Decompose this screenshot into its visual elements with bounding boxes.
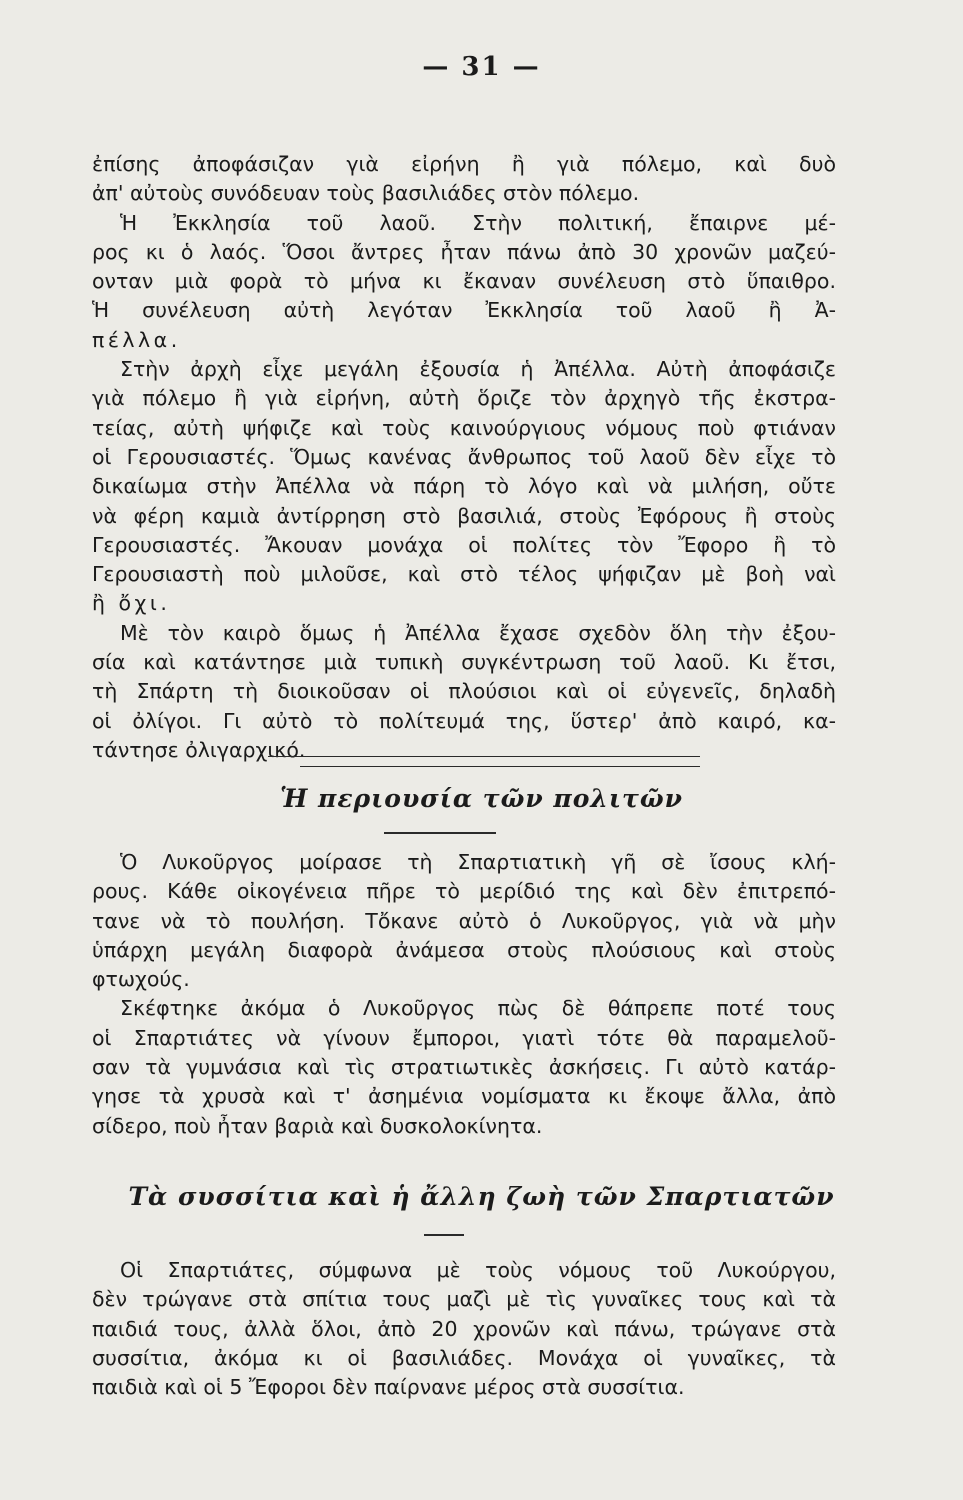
text-line: Οἱ Σπαρτιάτες, σύμφωνα μὲ τοὺς νόμους τοῦ Λυκούργου, [120, 1258, 836, 1282]
text-line: φτωχούς. [92, 967, 190, 992]
section-syssitia [92, 1256, 836, 1402]
text-line: δὲν τρώγανε στὰ σπίτια τους μαζὶ μὲ τὶς γυναῖκες τους καὶ τὰ [92, 1287, 836, 1312]
text-line: πέλλα. [92, 327, 181, 352]
section-property [92, 848, 836, 1141]
text-line: ρους. Κάθε οἰκογένεια πῆρε τὸ μερίδιό της καὶ δὲν ἐπιτρεπό- [92, 879, 836, 904]
text-line: συσσίτια, ἀκόμα κι οἱ βασιλιάδες. Μονάχα οἱ γυναῖκες, τὰ [92, 1345, 836, 1370]
text-line: τὴ Σπάρτη τὴ διοικοῦσαν οἱ πλούσιοι καὶ οἱ εὐγενεῖς, δηλαδὴ [92, 679, 836, 704]
text-line: τανε νὰ τὸ πουλήση. Τὄκανε αὐτὸ ὁ Λυκοῦργος, γιὰ νὰ μὴν [92, 908, 836, 933]
text-line: ρος κι ὁ λαός. Ὅσοι ἄντρες ἦταν πάνω ἀπὸ 30 χρονῶν μαζεύ- [92, 239, 836, 264]
text-line: παιδιὰ καὶ οἱ 5 Ἔφοροι δὲν παίρνανε μέρος στὰ συσσίτια. [92, 1375, 685, 1400]
text-line: τάντησε ὀλιγαρχικό. [92, 737, 306, 762]
text-line: νὰ φέρη καμιὰ ἀντίρρηση στὸ βασιλιά, στοὺς Ἐφόρους ἢ στοὺς [92, 503, 836, 528]
heading-underline [424, 1234, 464, 1236]
text-line: Ἡ Ἐκκλησία τοῦ λαοῦ. Στὴν πολιτική, ἔπαιρνε μέ- [120, 210, 836, 235]
text-line: σία καὶ κατάντησε μιὰ τυπικὴ συγκέντρωση τοῦ λαοῦ. Κι ἔτσι, [92, 650, 836, 675]
text-line: τείας, αὐτὴ ψήφιζε καὶ τοὺς καινούργιους νόμους ποὺ φτιάναν [92, 415, 836, 440]
section-apella [92, 150, 836, 765]
heading-underline [384, 832, 496, 834]
section-heading-property: Ἡ περιουσία τῶν πολιτῶν [279, 784, 684, 813]
text-line: ἢ ὄχι. [92, 591, 171, 616]
text-line: ονταν μιὰ φορὰ τὸ μήνα κι ἔκαναν συνέλευση στὸ ὕπαιθρο. [92, 269, 836, 294]
text-line: Ὁ Λυκοῦργος μοίρασε τὴ Σπαρτιατικὴ γῆ σὲ ἴσους κλή- [120, 850, 836, 874]
text-line: Μὲ τὸν καιρὸ ὅμως ἡ Ἀπέλλα ἔχασε σχεδὸν ὅλη τὴν ἐξου- [120, 620, 836, 645]
text-line: ἐπίσης ἀποφάσιζαν γιὰ εἰρήνη ἢ γιὰ πόλεμο, καὶ δυὸ [92, 152, 836, 176]
text-line: οἱ Γερουσιαστές. Ὅμως κανένας ἄνθρωπος τοῦ λαοῦ δὲν εἶχε τὸ [92, 444, 836, 469]
text-line: Ἡ συνέλευση αὐτὴ λεγόταν Ἐκκλησία τοῦ λαοῦ ἢ Ἀ- [92, 298, 836, 323]
text-line: οἱ ὀλίγοι. Γι αὐτὸ τὸ πολίτευμά της, ὕστερ' ἀπὸ καιρό, κα- [92, 708, 836, 733]
page-number: — 31 — [422, 52, 541, 82]
text-line: γησε τὰ χρυσὰ καὶ τ' ἀσημένια νομίσματα κι ἔκοψε ἄλλα, ἀπὸ [92, 1084, 836, 1109]
text-line: σίδερο, ποὺ ἦταν βαριὰ καὶ δυσκολοκίνητα. [92, 1113, 543, 1138]
section-heading-syssitia: Τὰ συσσίτια καὶ ἡ ἄλλη ζωὴ τῶν Σπαρτιατῶν [128, 1182, 835, 1211]
text-line: ἀπ' αὐτοὺς συνόδευαν τοὺς βασιλιάδες στὸν πόλεμο. [92, 181, 640, 206]
text-line: Στὴν ἀρχὴ εἶχε μεγάλη ἐξουσία ἡ Ἀπέλλα. Αὐτὴ ἀποφάσιζε [120, 357, 836, 382]
text-line: δικαίωμα στὴν Ἀπέλλα νὰ πάρη τὸ λόγο καὶ νὰ μιλήση, οὔτε [92, 474, 836, 499]
text-line: Σκέφτηκε ἀκόμα ὁ Λυκοῦργος πὼς δὲ θάπρεπε ποτέ τους [120, 996, 836, 1021]
text-line: γιὰ πόλεμο ἢ γιὰ εἰρήνη, αὐτὴ ὅριζε τὸν ἀρχηγὸ τῆς ἐκστρα- [92, 386, 836, 411]
text-line: Γερουσιαστὴ ποὺ μιλοῦσε, καὶ στὸ τέλος ψήφιζαν μὲ βοὴ ναὶ [92, 562, 836, 587]
text-line: παιδιά τους, ἀλλὰ ὅλοι, ἀπὸ 20 χρονῶν καὶ πάνω, τρώγανε στὰ [92, 1316, 836, 1341]
text-line: οἱ Σπαρτιάτες νὰ γίνουν ἔμποροι, γιατὶ τότε θὰ παραμελοῦ- [92, 1025, 836, 1050]
divider-rule [300, 766, 700, 767]
text-line: σαν τὰ γυμνάσια καὶ τὶς στρατιωτικὲς ἀσκήσεις. Γι αὐτὸ κατάρ- [92, 1055, 836, 1080]
divider-rule [268, 756, 700, 757]
text-line: Γερουσιαστές. Ἄκουαν μονάχα οἱ πολίτες τὸν Ἔφορο ἢ τὸ [92, 532, 836, 557]
text-line: ὑπάρχη μεγάλη διαφορὰ ἀνάμεσα στοὺς πλούσιους καὶ στοὺς [92, 937, 836, 962]
